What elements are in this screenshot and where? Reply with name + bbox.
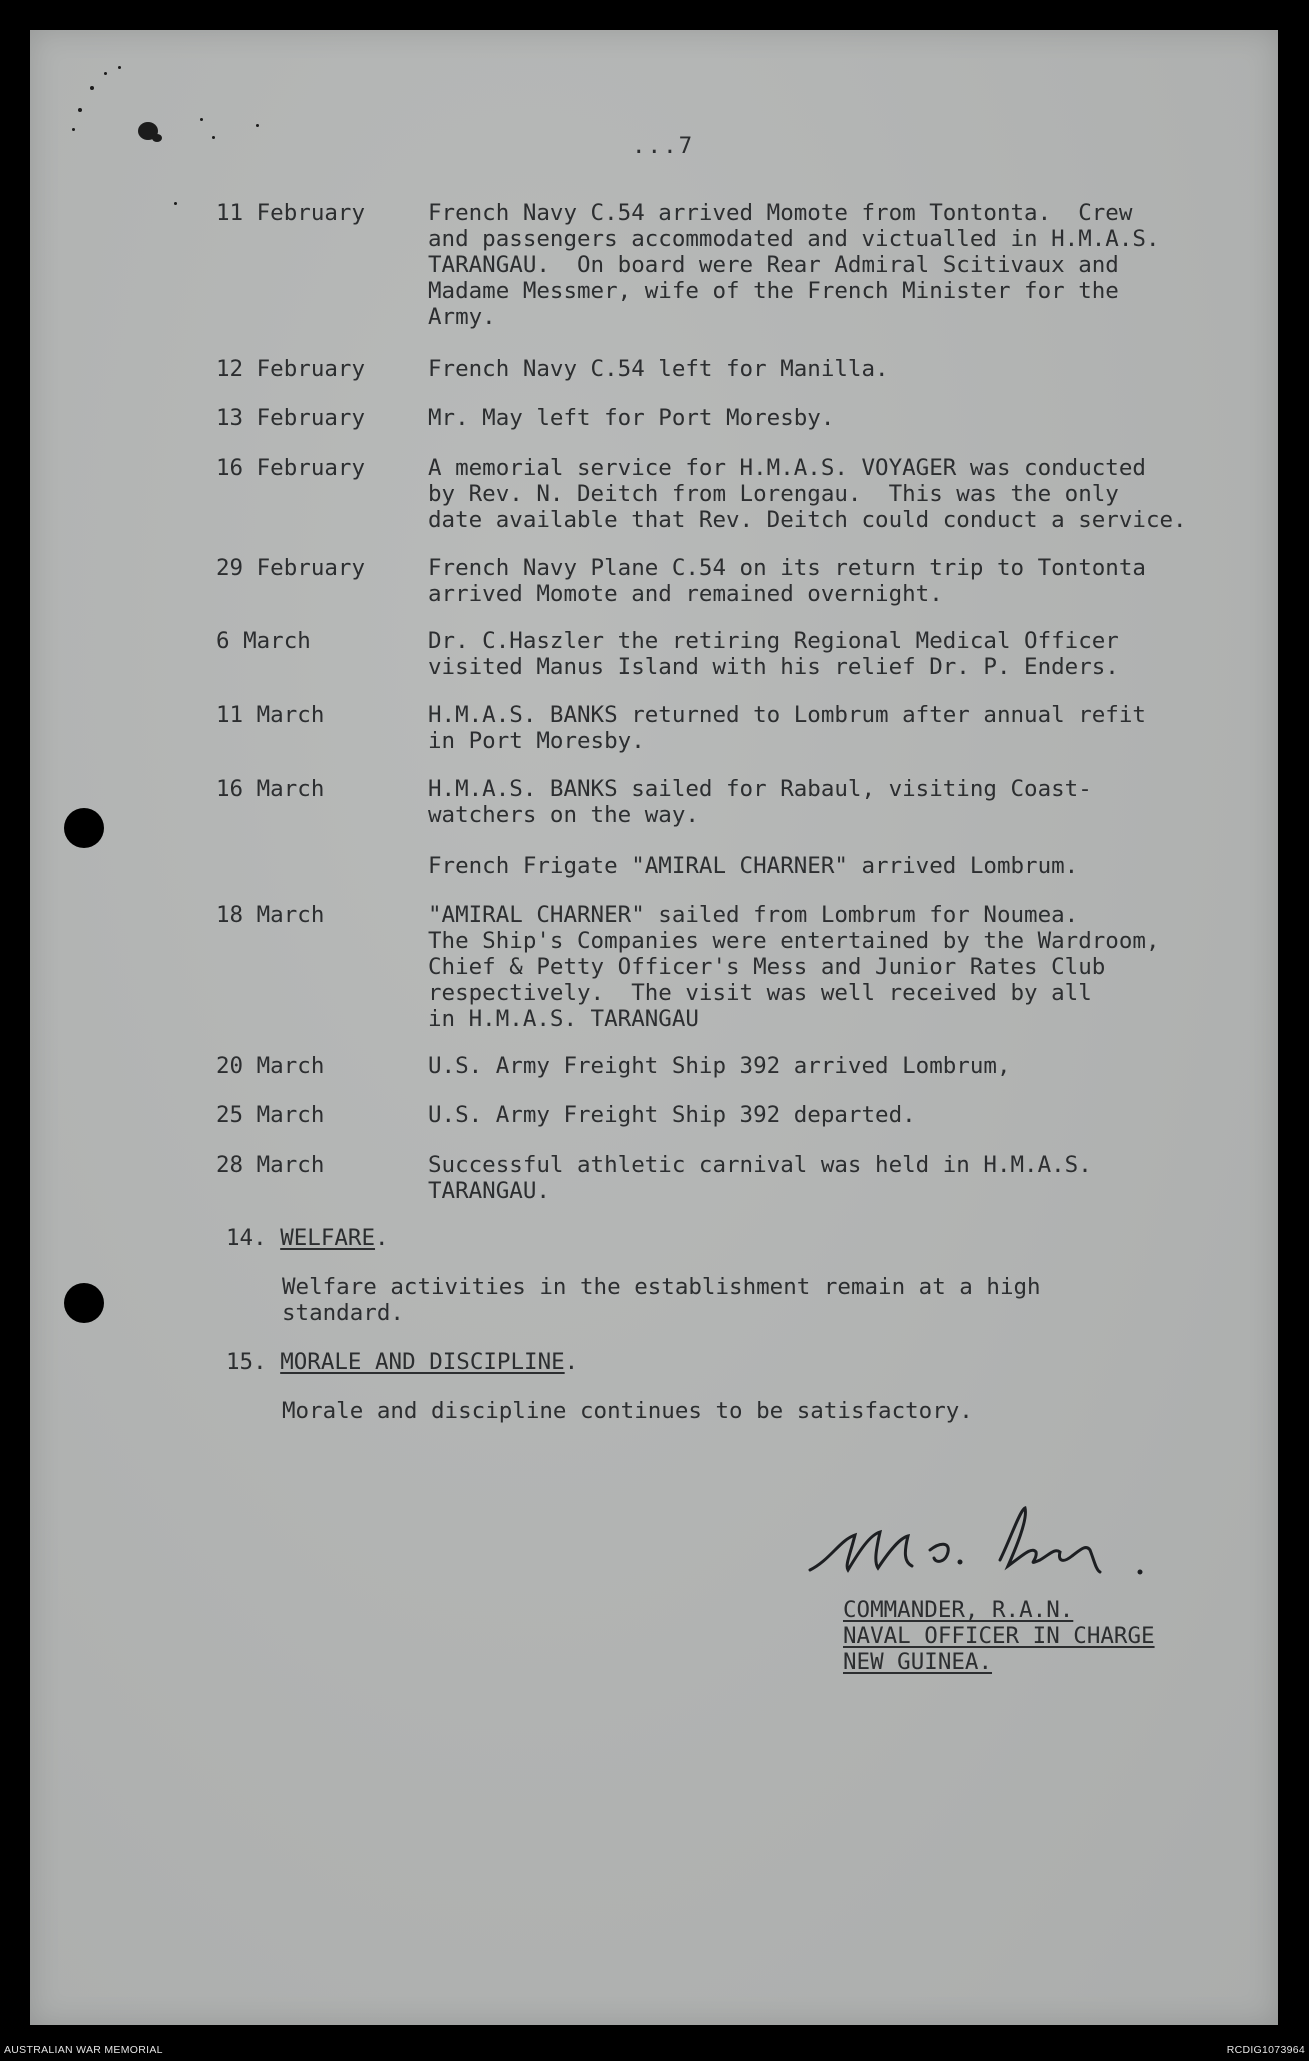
- event-text-line: U.S. Army Freight Ship 392 departed.: [428, 1102, 916, 1128]
- event-date: 18 March: [216, 902, 325, 928]
- event-date: 29 February: [216, 555, 366, 581]
- signature-title: NAVAL OFFICER IN CHARGE: [843, 1623, 1155, 1649]
- punch-hole-bottom: [64, 1283, 104, 1323]
- section-title-period: .: [375, 1225, 389, 1251]
- event-text-line: in Port Moresby.: [428, 728, 645, 754]
- event-description: [428, 455, 1288, 533]
- event-date: 20 March: [216, 1053, 325, 1079]
- event-text-line: "AMIRAL CHARNER" sailed from Lombrum for Noumea.: [428, 902, 1079, 928]
- event-date: 11 February: [216, 200, 366, 226]
- event-date: 6 March: [216, 628, 311, 654]
- signature-block: [843, 1597, 1155, 1675]
- event-text-line: Mr. May left for Port Moresby.: [428, 405, 835, 431]
- event-text-line: H.M.A.S. BANKS returned to Lombrum after annual refit: [428, 702, 1146, 728]
- event-text-line: Madame Messmer, wife of the French Minister for the: [428, 278, 1119, 304]
- event-text-line: Army.: [428, 304, 496, 330]
- event-text-line: and passengers accommodated and victualled in H.M.A.S.: [428, 226, 1160, 252]
- event-text-line: arrived Momote and remained overnight.: [428, 581, 943, 607]
- event-description: [428, 1152, 1288, 1204]
- section-body: [282, 1398, 973, 1424]
- event-date: 12 February: [216, 356, 366, 382]
- event-description: [428, 902, 1288, 1032]
- event-text-line: French Navy C.54 arrived Momote from Tontonta. Crew: [428, 200, 1133, 226]
- event-date: 11 March: [216, 702, 325, 728]
- event-text-line: date available that Rev. Deitch could conduct a service.: [428, 507, 1187, 533]
- section-body-line: Welfare activities in the establishment remain at a high: [282, 1274, 1041, 1300]
- section-body-line: Morale and discipline continues to be satisfactory.: [282, 1398, 973, 1424]
- event-text-line: H.M.A.S. BANKS sailed for Rabaul, visiting Coast-: [428, 776, 1092, 802]
- event-description: [428, 405, 1288, 431]
- event-text-line: French Frigate "AMIRAL CHARNER" arrived Lombrum.: [428, 853, 1079, 879]
- event-text-line: in H.M.A.S. TARANGAU: [428, 1006, 699, 1032]
- event-text-line: Chief & Petty Officer's Mess and Junior Rates Club: [428, 954, 1106, 980]
- event-date: 16 February: [216, 455, 366, 481]
- event-text-line: U.S. Army Freight Ship 392 arrived Lombrum,: [428, 1053, 1011, 1079]
- event-description: [428, 702, 1288, 754]
- event-text-line: visited Manus Island with his relief Dr. P. Enders.: [428, 654, 1119, 680]
- event-text-line: Successful athletic carnival was held in H.M.A.S.: [428, 1152, 1092, 1178]
- event-text-line: A memorial service for H.M.A.S. VOYAGER was conducted: [428, 455, 1146, 481]
- signature-rank: COMMANDER, R.A.N.: [843, 1597, 1074, 1623]
- event-description: [428, 628, 1288, 680]
- section-number: 15.: [226, 1349, 267, 1375]
- section-title-period: .: [564, 1349, 579, 1375]
- event-description: [428, 356, 1288, 382]
- event-text-line: TARANGAU. On board were Rear Admiral Scitivaux and: [428, 252, 1119, 278]
- event-text-line: French Navy C.54 left for Manilla.: [428, 356, 889, 382]
- event-text-line: watchers on the way.: [428, 802, 699, 828]
- signature-region: NEW GUINEA.: [843, 1649, 993, 1675]
- event-text-line: French Navy Plane C.54 on its return trip to Tontonta: [428, 555, 1146, 581]
- event-date: 28 March: [216, 1152, 325, 1178]
- event-description: [428, 555, 1288, 607]
- section-heading: [226, 1225, 389, 1251]
- event-text-line: TARANGAU.: [428, 1178, 550, 1204]
- footer-left: AUSTRALIAN WAR MEMORIAL: [4, 2044, 163, 2056]
- section-body: [282, 1274, 1041, 1326]
- section-heading: [226, 1349, 578, 1375]
- handwritten-signature: [800, 1500, 1180, 1590]
- event-text-line: by Rev. N. Deitch from Lorengau. This was the only: [428, 481, 1119, 507]
- punch-hole-top: [64, 808, 104, 848]
- section-number: 14.: [226, 1225, 267, 1251]
- event-date: 13 February: [216, 405, 366, 431]
- section-body-line: standard.: [282, 1300, 404, 1326]
- event-description: [428, 853, 1288, 879]
- event-description: [428, 200, 1288, 330]
- event-description: [428, 1102, 1288, 1128]
- footer-right: RCDIG1073964: [1226, 2044, 1305, 2056]
- event-text-line: respectively. The visit was well received by all: [428, 980, 1092, 1006]
- event-description: [428, 1053, 1288, 1079]
- section-title: WELFARE: [280, 1225, 376, 1251]
- event-text-line: Dr. C.Haszler the retiring Regional Medical Officer: [428, 628, 1119, 654]
- section-title: MORALE AND DISCIPLINE: [280, 1349, 565, 1375]
- event-date: 16 March: [216, 776, 325, 802]
- event-date: 25 March: [216, 1102, 325, 1128]
- event-text-line: The Ship's Companies were entertained by the Wardroom,: [428, 928, 1160, 954]
- event-description: [428, 776, 1288, 828]
- page-number: ...7: [632, 133, 695, 159]
